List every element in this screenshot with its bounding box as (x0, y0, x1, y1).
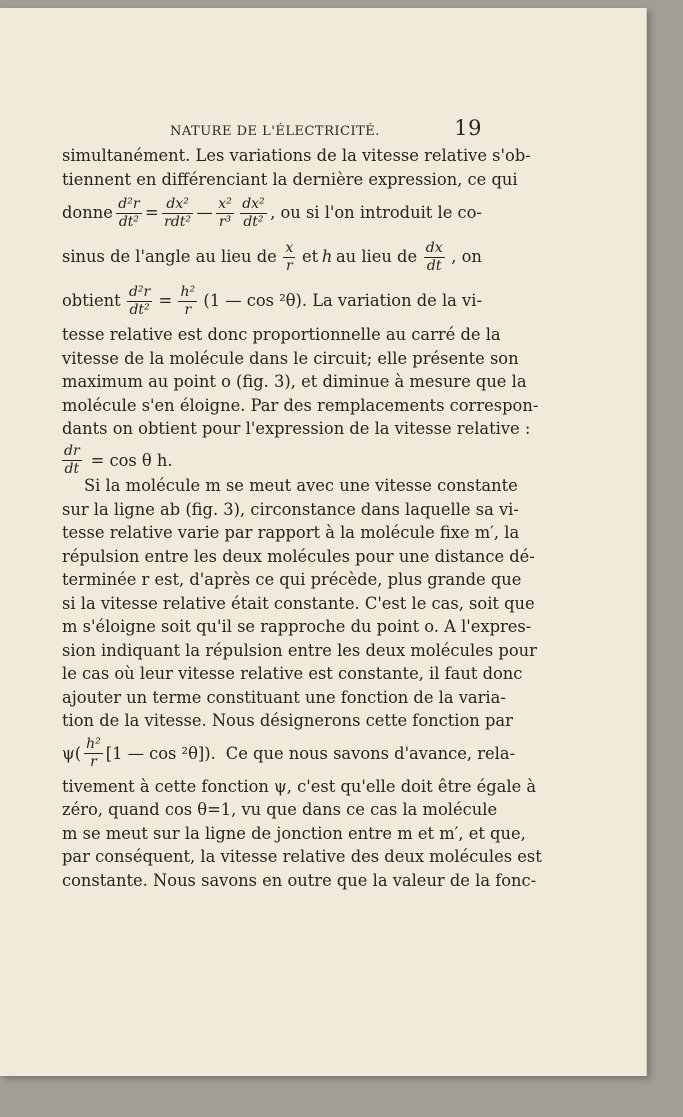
fraction: $\frac{x}{r}$ (285, 239, 294, 274)
fraction: $\frac{dr}{dt}$ (64, 443, 80, 477)
text-line: sur la ligne ab (fig. 3), circonstance dans laquelle sa vi- (62, 499, 519, 519)
fraction: $\frac{\text{h²}}{r}$ (86, 736, 101, 770)
text-line: tesse relative est donc proportionnelle au carré de la (62, 325, 501, 344)
fraction: $\frac{\text{x²}}{\text{r³}}$ (218, 195, 232, 230)
equation-text: = cos θ h. (90, 450, 173, 470)
equals-sign: = (145, 203, 159, 223)
equation-text: , ou si l'on introduit le co- (270, 203, 482, 223)
text-line: ajouter un terme constituant une fonction de la varia- (62, 687, 506, 707)
text-line: Si la molécule m se meut avec une vitesse constante (84, 476, 518, 495)
equation-text: Ce que nous savons d'avance, rela- (225, 743, 516, 763)
page-number: 19 (454, 116, 482, 140)
text-line: tion de la vitesse. Nous désignerons cette fonction par (62, 711, 513, 730)
equation-line-1 (62, 191, 482, 235)
variable-h: h (321, 247, 333, 267)
header-title: NATURE DE L'ÉLECTRICITÉ. (170, 124, 380, 139)
equals-sign: = (158, 291, 173, 311)
equation-text: obtient (62, 291, 121, 311)
fraction: $\frac{\text{h²}}{r}$ (180, 283, 196, 318)
text-line: simultanément. Les variations de la vitesse relative s'ob- (62, 146, 531, 165)
equation-text: donne (62, 203, 113, 223)
fraction: $\frac{\text{dx²}}{\text{dt²}}$ (242, 195, 265, 230)
text-line: zéro, quand cos θ=1, vu que dans ce cas la molécule (62, 800, 498, 819)
equation-line-5 (62, 733, 516, 775)
fraction: $\frac{\text{dx²}}{\text{rdt²}}$ (164, 195, 192, 230)
text-line: molécule s'en éloigne. Par des remplacements correspon- (62, 395, 539, 415)
equation-text: [1 — cos ²θ]). (105, 743, 216, 763)
text-line: m s'éloigne soit qu'il se rapproche du point o. A l'expres- (62, 617, 532, 636)
fraction: $\frac{\text{d²r}}{\text{dt²}}$ (118, 195, 140, 230)
equation-text: sinus de l'angle au lieu de (62, 247, 277, 267)
equation-text: et (301, 247, 319, 267)
paragraph-1 (62, 144, 539, 481)
text-line: vitesse de la molécule dans le circuit; elle présente son (62, 348, 519, 368)
book-page (0, 8, 647, 1076)
text-line: sion indiquant la répulsion entre les deux molécules pour (62, 640, 537, 660)
text-line: tesse relative varie par rapport à la molécule fixe m′, la (62, 523, 520, 542)
fraction: $\frac{dx}{dt}$ (425, 239, 443, 274)
equation-line-3 (62, 279, 482, 323)
text-line: maximum au point o (fig. 3), et diminue à mesure que la (62, 372, 527, 391)
text-line: dants on obtient pour l'expression de la vitesse relative : (62, 419, 531, 438)
text-line: par conséquent, la vitesse relative des deux molécules est (62, 847, 542, 866)
equation-text: , on (451, 247, 482, 267)
text-line: si la vitesse relative était constante. C'est le cas, soit que (62, 593, 535, 613)
psi-function: ψ( (62, 743, 82, 763)
text-line: tiennent en différenciant la dernière expression, ce qui (62, 169, 518, 189)
equation-text: (1 — cos ²θ). La variation de la vi- (203, 291, 482, 311)
fraction: $\frac{\text{d²r}}{\text{dt²}}$ (128, 283, 151, 318)
paragraph-2 (62, 474, 542, 892)
text-line: répulsion entre les deux molécules pour une distance dé- (62, 546, 535, 566)
text-line: terminée r est, d'après ce qui précède, plus grande que (62, 570, 522, 589)
minus-sign: — (196, 203, 213, 223)
text-line: le cas où leur vitesse relative est constante, il faut donc (62, 664, 523, 683)
equation-line-2 (62, 235, 482, 279)
equation-text: au lieu de (335, 247, 418, 267)
text-line: m se meut sur la ligne de jonction entre m et m′, et que, (62, 823, 526, 843)
text-line: tivement à cette fonction ψ, c'est qu'elle doit être égale à (62, 776, 537, 796)
text-line: constante. Nous savons en outre que la valeur de la fonc- (62, 870, 537, 890)
